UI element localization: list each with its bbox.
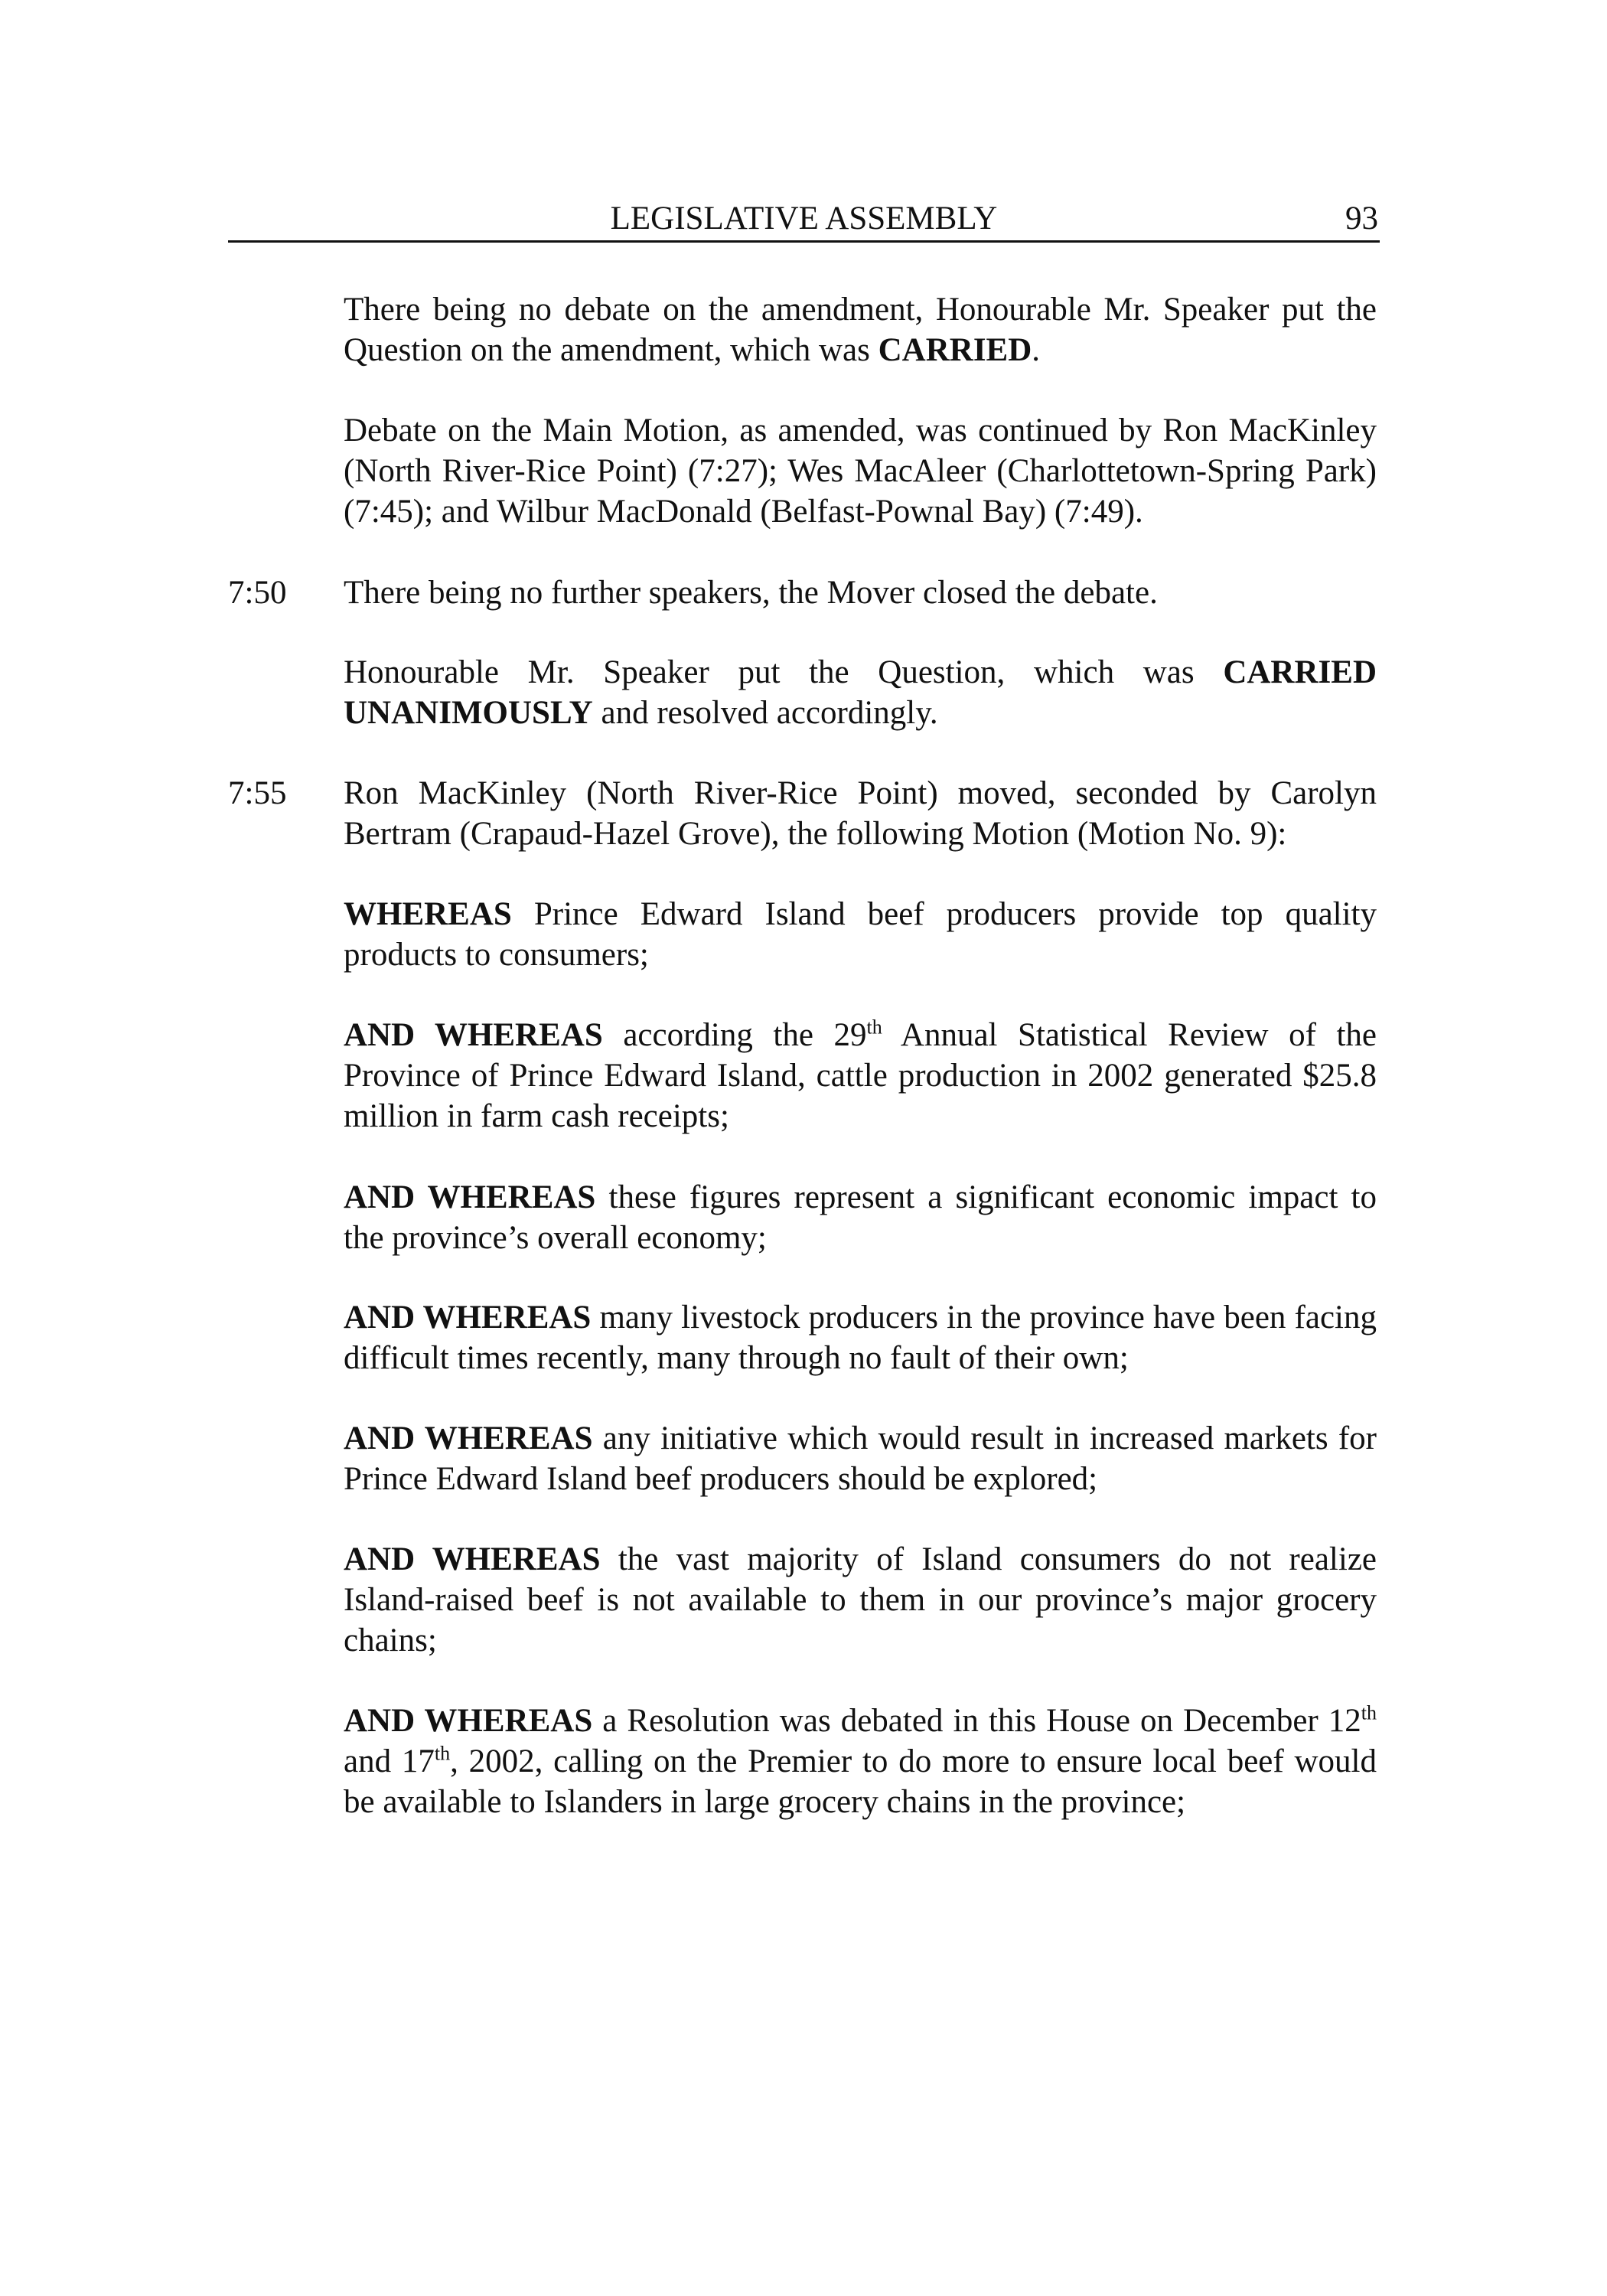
whereas-keyword: AND WHEREAS (344, 1300, 592, 1336)
whereas-clause (344, 1418, 1377, 1499)
time-stamp: 7:55 (228, 775, 287, 811)
whereas-clause (344, 894, 1377, 975)
running-head-title: LEGISLATIVE ASSEMBLY (610, 201, 998, 236)
paragraph-tail: and resolved accordingly. (592, 695, 938, 731)
whereas-keyword: AND WHEREAS (344, 1017, 603, 1053)
paragraph-amendment-carried (344, 289, 1377, 370)
whereas-clause (344, 1297, 1377, 1378)
whereas-clause (344, 1539, 1377, 1661)
clause-text: Prince Edward Island beef producers provide top quality products to consumers; (344, 896, 1377, 973)
whereas-keyword: AND WHEREAS (344, 1420, 593, 1456)
paragraph-motion-9-introduction (344, 773, 1377, 854)
paragraph-debate-closed (344, 572, 1377, 613)
ordinal-suffix: th (866, 1016, 882, 1039)
paragraph-text: Honourable Mr. Speaker put the Question, which was (344, 654, 1224, 690)
paragraph-question-carried (344, 652, 1377, 733)
paragraph-text: Ron MacKinley (North River-Rice Point) moved, seconded by Carolyn Bertram (Crapaud-Hazel Grove), the following Motion (Motion No. 9): (344, 775, 1377, 852)
carried-emphasis: CARRIED (878, 332, 1032, 368)
ordinal-suffix: th (434, 1742, 451, 1765)
clause-text: many livestock producers in the province have been facing difficult times recently, many through no fault of their own; (344, 1300, 1377, 1376)
whereas-keyword: AND WHEREAS (344, 1179, 596, 1215)
clause-text: , 2002, calling on the Premier to do more to ensure local beef would be available to Islanders in large grocery chains in the province; (344, 1743, 1377, 1820)
carried-unanimously-emphasis: CARRIED UNANIMOUSLY (344, 654, 1377, 731)
whereas-clause (344, 1015, 1377, 1137)
whereas-clause (344, 1177, 1377, 1258)
clause-text: and 17 (344, 1743, 435, 1779)
paragraph-text: Debate on the Main Motion, as amended, was continued by Ron MacKinley (North River-Rice Point) (7:27); Wes MacAleer (Charlottetown-Spring Park) (7:45); and Wilbur MacDonald (Belfast-Pownal Bay) (7:49). (344, 413, 1377, 530)
whereas-keyword: WHEREAS (344, 896, 512, 932)
clause-text: according the 29 (602, 1017, 867, 1053)
clause-text: these figures represent a significant economic impact to the province’s overall economy; (344, 1179, 1377, 1256)
clause-text: a Resolution was debated in this House on December 12 (592, 1703, 1361, 1739)
paragraph-tail: . (1032, 332, 1041, 368)
time-stamp: 7:50 (228, 575, 287, 611)
whereas-keyword: AND WHEREAS (344, 1541, 601, 1577)
paragraph-main-motion-debate (344, 410, 1377, 532)
paragraph-text: There being no further speakers, the Mover closed the debate. (344, 575, 1158, 611)
page-number: 93 (1345, 201, 1378, 236)
page-header (228, 197, 1380, 243)
clause-text: any initiative which would result in increased markets for Prince Edward Island beef producers should be explored; (344, 1420, 1377, 1497)
ordinal-suffix: th (1361, 1701, 1377, 1724)
whereas-clause (344, 1701, 1377, 1822)
clause-text: the vast majority of Island consumers do not realize Island-raised beef is not available to them in our province’s major grocery chains; (344, 1541, 1377, 1658)
paragraph-text: There being no debate on the amendment, Honourable Mr. Speaker put the Question on the amendment, which was (344, 292, 1377, 368)
clause-text: Annual Statistical Review of the Province of Prince Edward Island, cattle production in 2002 generated $25.8 million in farm cash receipts; (344, 1017, 1377, 1134)
whereas-keyword: AND WHEREAS (344, 1703, 593, 1739)
